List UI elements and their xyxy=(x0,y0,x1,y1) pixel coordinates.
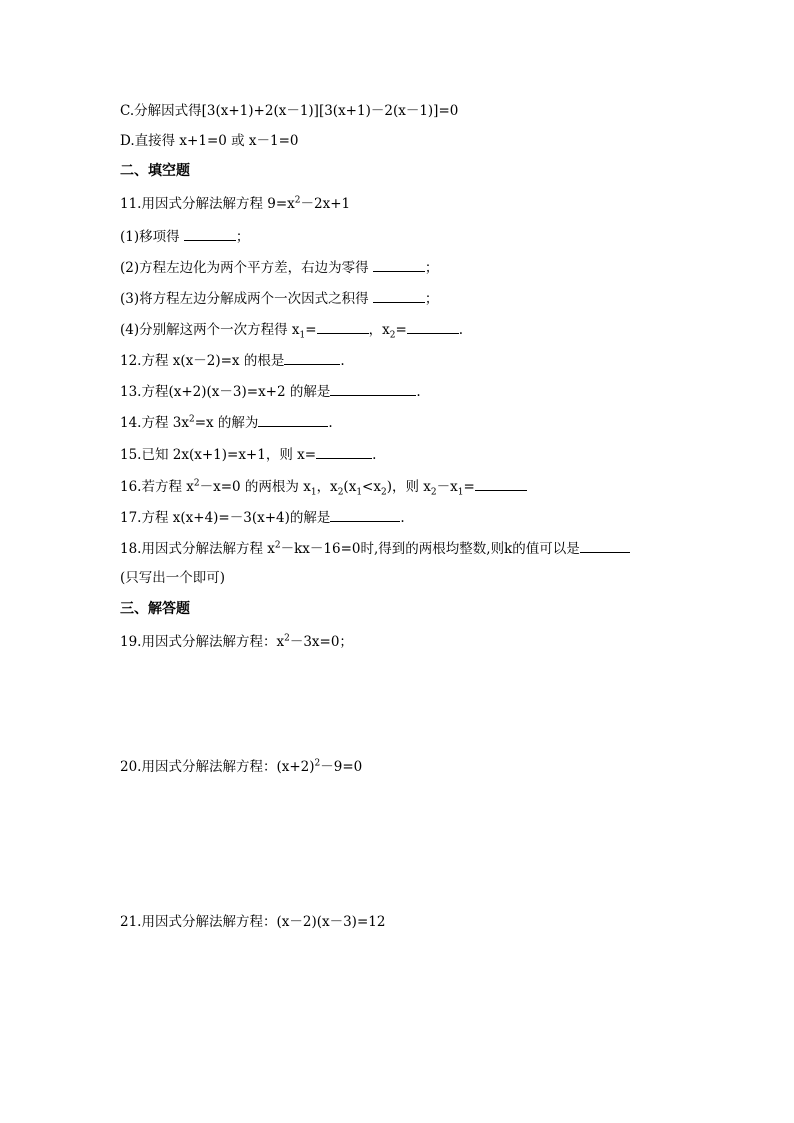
q16-h: = xyxy=(463,479,475,495)
answer-blank[interactable] xyxy=(316,444,372,459)
question-14 xyxy=(120,412,333,432)
question-11-step-2 xyxy=(120,257,438,277)
q12-end: . xyxy=(340,353,345,369)
q18-b: －kx－16=0时,得到的两根均整数,则k的值可以是 xyxy=(280,541,580,557)
q20-a: 20.用因式分解法解方程：(x+2) xyxy=(120,759,315,775)
q11-s4-sub2: 2 xyxy=(389,330,396,341)
q11-s2-end: ； xyxy=(424,260,439,276)
q16-s5: 2 xyxy=(430,487,437,498)
q16-sup: 2 xyxy=(193,478,200,489)
question-11-step-4 xyxy=(120,319,463,339)
q11-stem-a: 11.用因式分解法解方程 9=x xyxy=(120,196,295,212)
q19-a: 19.用因式分解法解方程：x xyxy=(120,634,285,650)
question-11-step-1 xyxy=(120,226,249,246)
q11-sup: 2 xyxy=(294,195,301,206)
q11-s3-end: ； xyxy=(424,291,439,307)
q16-f: )，则 x xyxy=(386,479,431,495)
question-15 xyxy=(120,444,376,464)
answer-blank[interactable] xyxy=(184,226,236,241)
q19-b: －3x=0； xyxy=(289,634,353,650)
q14-end: . xyxy=(328,415,333,431)
q20-b: －9=0 xyxy=(320,759,363,775)
question-18-note: (只写出一个即可) xyxy=(120,570,226,586)
answer-blank[interactable] xyxy=(284,350,340,365)
q16-a: 16.若方程 x xyxy=(120,479,194,495)
question-12 xyxy=(120,350,345,370)
question-17 xyxy=(120,507,405,527)
q12-text: 12.方程 x(x－2)=x 的根是 xyxy=(120,353,285,369)
q16-s6: 1 xyxy=(457,487,464,498)
q11-s1-end: ； xyxy=(235,229,250,245)
answer-blank[interactable] xyxy=(330,381,416,396)
question-13 xyxy=(120,381,421,401)
section-fill-blank-heading: 二、填空题 xyxy=(120,163,190,179)
q11-s4-eq1: = xyxy=(305,322,317,338)
q16-b: －x=0 的两根为 x xyxy=(199,479,311,495)
q21-text: 21.用因式分解法解方程：(x－2)(x－3)=12 xyxy=(120,914,386,930)
q11-s4-sub1: 1 xyxy=(299,330,306,341)
q16-g: －x xyxy=(436,479,458,495)
answer-blank[interactable] xyxy=(475,476,527,491)
q11-s4-mid: ，x xyxy=(368,322,390,338)
q16-s3: 1 xyxy=(356,487,363,498)
q11-s3-text: (3)将方程左边分解成两个一次因式之积得 xyxy=(120,291,369,307)
answer-blank[interactable] xyxy=(580,538,630,553)
q16-s2: 2 xyxy=(337,487,344,498)
q19-sup: 2 xyxy=(284,633,290,644)
q20-sup: 2 xyxy=(314,758,321,769)
question-20 xyxy=(120,757,362,777)
option-d-text: D.直接得 x+1=0 或 x－1=0 xyxy=(120,133,299,149)
q11-s4-eq2: = xyxy=(395,322,407,338)
answer-blank[interactable] xyxy=(258,412,328,427)
q16-d: (x xyxy=(343,479,357,495)
q14-sup: 2 xyxy=(188,414,195,425)
option-d xyxy=(120,131,299,151)
q18-a: 18.用因式分解法解方程 x xyxy=(120,541,275,557)
question-11-step-3 xyxy=(120,288,438,308)
option-c-text: C.分解因式得[3(x+1)+2(x－1)][3(x+1)－2(x－1)]=0 xyxy=(120,103,459,119)
q16-s4: 2 xyxy=(380,487,387,498)
answer-blank[interactable] xyxy=(373,257,425,272)
answer-blank[interactable] xyxy=(373,288,425,303)
q15-text: 15.已知 2x(x+1)=x+1，则 x= xyxy=(120,447,317,463)
q17-text: 17.方程 x(x+4)=－3(x+4)的解是 xyxy=(120,510,331,526)
q16-s1: 1 xyxy=(310,487,317,498)
answer-blank[interactable] xyxy=(407,319,459,334)
question-21 xyxy=(120,912,385,932)
q14-text-b: =x 的解为 xyxy=(194,415,259,431)
q14-text-a: 14.方程 3x xyxy=(120,415,189,431)
option-c xyxy=(120,101,458,121)
q11-s1-text: (1)移项得 xyxy=(120,229,180,245)
section-answer-heading: 三、解答题 xyxy=(120,601,190,617)
q13-text: 13.方程(x+2)(x－3)=x+2 的解是 xyxy=(120,384,331,400)
q17-end: . xyxy=(400,510,405,526)
q11-stem-b: －2x+1 xyxy=(300,196,351,212)
q11-s2-text: (2)方程左边化为两个平方差，右边为零得 xyxy=(120,260,369,276)
question-16 xyxy=(120,476,527,496)
question-11 xyxy=(120,194,350,214)
q18-sup: 2 xyxy=(274,540,281,551)
q13-end: . xyxy=(416,384,421,400)
q15-end: . xyxy=(372,447,377,463)
answer-blank[interactable] xyxy=(330,507,400,522)
q11-s4-text: (4)分别解这两个一次方程得 x xyxy=(120,322,300,338)
q16-c: ，x xyxy=(316,479,338,495)
q11-s4-end: . xyxy=(458,322,464,338)
answer-blank[interactable] xyxy=(317,319,369,334)
question-18 xyxy=(120,538,630,558)
q16-e: <x xyxy=(362,479,381,495)
question-19 xyxy=(120,632,353,652)
